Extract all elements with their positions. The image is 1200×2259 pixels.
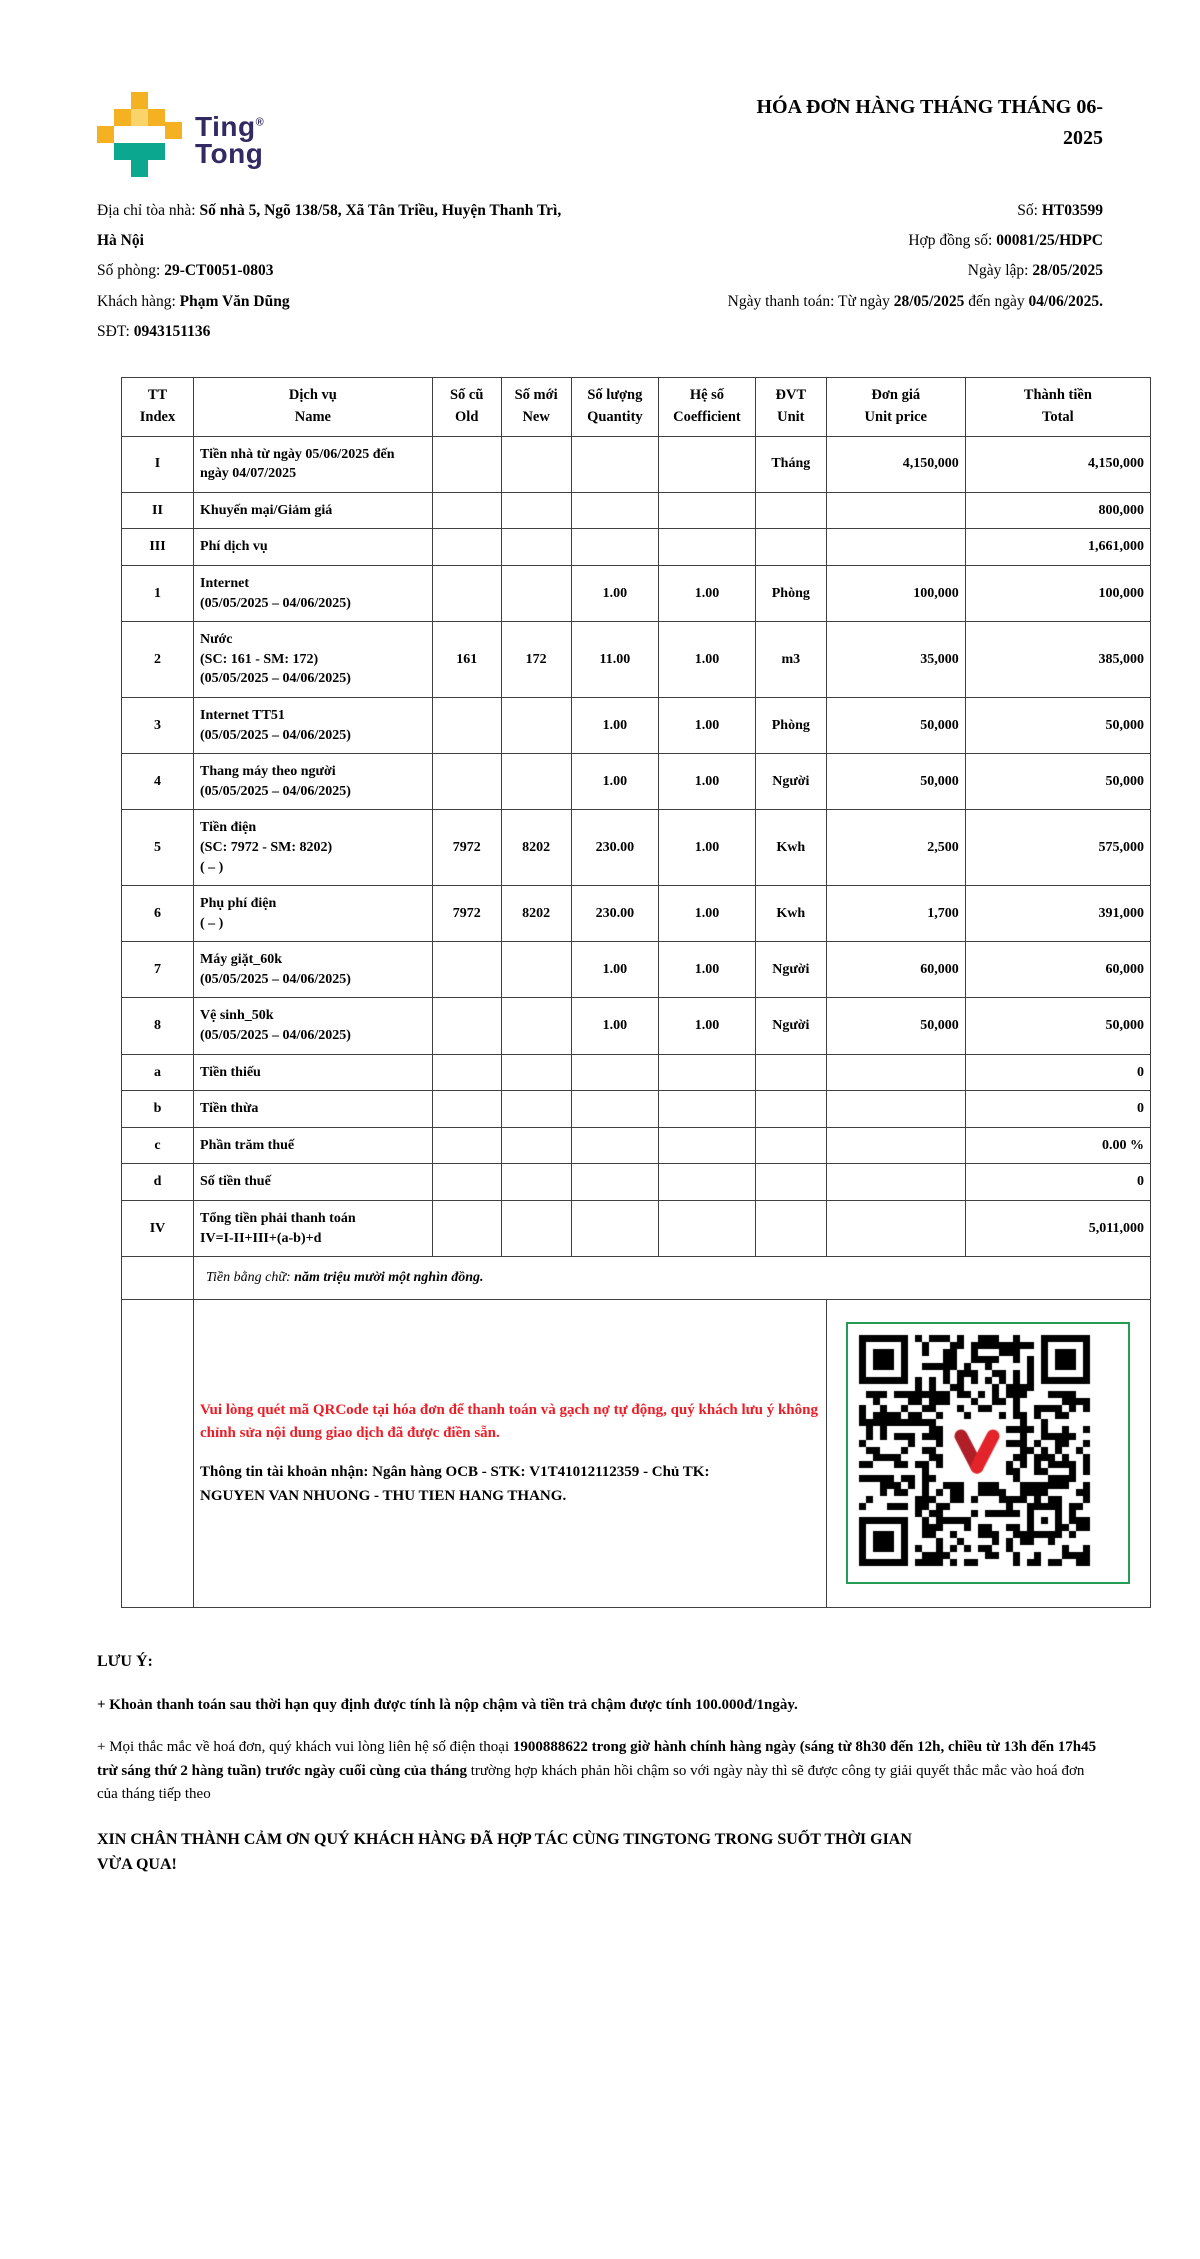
issue-date-line [583, 256, 1103, 286]
cell-unit [755, 1164, 826, 1201]
cell-qty: 11.00 [571, 622, 658, 698]
table-header-row [122, 378, 1151, 437]
cell-total: 0 [965, 1164, 1150, 1201]
cell-qty: 1.00 [571, 942, 658, 998]
cell-new [501, 1091, 571, 1128]
thanks-line1: XIN CHÂN THÀNH CẢM ƠN QUÝ KHÁCH HÀNG ĐÃ HỢP TÁC CÙNG TINGTONG TRONG SUỐT THỜI GIAN [97, 1831, 912, 1849]
col-header-unit: ĐVT Unit [755, 378, 826, 437]
cell-new [501, 565, 571, 621]
cell-total: 391,000 [965, 886, 1150, 942]
thanks-line2: VỪA QUA! [97, 1855, 177, 1873]
col-header-old: Số cũ Old [432, 378, 501, 437]
cell-total: 100,000 [965, 565, 1150, 621]
cell-idx: d [122, 1164, 194, 1201]
cell-lines: Tổng tiền phải thanh toán IV=I-II+III+(a-b)+d [194, 1201, 433, 1257]
payment-date-from: 28/05/2025 [893, 292, 965, 310]
cell-qty: 1.00 [571, 754, 658, 810]
cell-total: 60,000 [965, 942, 1150, 998]
col-header-name: Dịch vụ Name [194, 378, 433, 437]
brand-ting: Ting [195, 111, 256, 142]
address-value: Số nhà 5, Ngõ 138/58, Xã Tân Triều, Huyện Thanh Trì, Hà Nội [97, 202, 562, 250]
col-header-coefficient: Hệ số Coefficient [659, 378, 756, 437]
table-row [122, 1201, 1151, 1257]
table-row [122, 1054, 1151, 1091]
thanks-message [97, 1828, 1103, 1878]
cell-qty [571, 1201, 658, 1257]
phone-label: SĐT: [97, 322, 134, 340]
cell-old [432, 1164, 501, 1201]
cell-new [501, 1201, 571, 1257]
cell-coef [659, 492, 756, 529]
customer-label: Khách hàng: [97, 292, 180, 310]
invoice-table [121, 377, 1151, 1608]
cell-unit: Người [755, 754, 826, 810]
customer-value: Phạm Văn Dũng [179, 292, 290, 310]
table-row [122, 1164, 1151, 1201]
table-row [122, 622, 1151, 698]
qr-cell [826, 1299, 1150, 1607]
cell-coef: 1.00 [659, 998, 756, 1054]
amount-in-words-index-cell [122, 1257, 194, 1300]
col-header-new: Số mới New [501, 378, 571, 437]
cell-qty [571, 529, 658, 566]
cell-price [826, 529, 965, 566]
cell-new [501, 1164, 571, 1201]
cell-idx: 5 [122, 810, 194, 886]
cell-price: 4,150,000 [826, 436, 965, 492]
hotline-note-p3: trường hợp khách phản hồi chậm so với ngày này thì sẽ được công ty giải quyết thắc mắc vào hoá đơn của tháng tiếp theo [97, 1762, 1085, 1802]
cell-lines: Máy giặt_60k (05/05/2025 – 04/06/2025) [194, 942, 433, 998]
cell-new [501, 1127, 571, 1164]
hotline-note-p1: 1900888622 trong giờ hành chính hàng ngày (sáng từ 8h30 đến 12h, chiều từ 13h đến 17h45 trừ sáng thứ 2 hàng tuần) [97, 1739, 1097, 1779]
cell-idx: 8 [122, 998, 194, 1054]
cell-old: 7972 [432, 810, 501, 886]
contract-line [583, 226, 1103, 256]
cell-lines: Nước (SC: 161 - SM: 172) (05/05/2025 – 04/06/2025) [194, 622, 433, 698]
cell-qty: 230.00 [571, 810, 658, 886]
cell-coef: 1.00 [659, 886, 756, 942]
cell-total: 575,000 [965, 810, 1150, 886]
cell-old [432, 1054, 501, 1091]
cell-new [501, 754, 571, 810]
cell-old [432, 998, 501, 1054]
cell-price [826, 1091, 965, 1128]
phone-value: 0943151136 [133, 322, 211, 340]
cell-new [501, 998, 571, 1054]
customer-line [97, 287, 575, 317]
cell-coef [659, 1164, 756, 1201]
cell-unit [755, 1091, 826, 1128]
cell-idx: 3 [122, 697, 194, 753]
registered-mark: ® [255, 116, 265, 129]
cell-lines: Tiền thừa [194, 1091, 433, 1128]
cell-old: 161 [432, 622, 501, 698]
payment-note-cell [194, 1299, 827, 1607]
table-row [122, 1127, 1151, 1164]
cell-idx: 1 [122, 565, 194, 621]
cell-price: 2,500 [826, 810, 965, 886]
cell-new: 172 [501, 622, 571, 698]
invoice-title-line2: 2025 [1063, 127, 1103, 149]
cell-lines: Tiền nhà từ ngày 05/06/2025 đến ngày 04/07/2025 [194, 436, 433, 492]
cell-unit: Kwh [755, 886, 826, 942]
cell-total: 1,661,000 [965, 529, 1150, 566]
cell-unit: Phòng [755, 697, 826, 753]
cell-old [432, 754, 501, 810]
cell-coef: 1.00 [659, 622, 756, 698]
cell-lines: Tiền thiếu [194, 1054, 433, 1091]
cell-price: 35,000 [826, 622, 965, 698]
account-holder: NGUYEN VAN NHUONG - THU TIEN HANG THANG [200, 1487, 563, 1504]
payment-index-cell [122, 1299, 194, 1607]
invoice-info [97, 196, 1103, 347]
cell-old: 7972 [432, 886, 501, 942]
notes-title: LƯU Ý: [97, 1652, 153, 1670]
table-row [122, 697, 1151, 753]
cell-lines: Internet TT51 (05/05/2025 – 04/06/2025) [194, 697, 433, 753]
cell-qty [571, 436, 658, 492]
cell-idx: c [122, 1127, 194, 1164]
invoice-table-rows [122, 436, 1151, 1257]
table-row [122, 754, 1151, 810]
cell-unit [755, 529, 826, 566]
cell-total: 5,011,000 [965, 1201, 1150, 1257]
cell-idx: II [122, 492, 194, 529]
cell-idx: IV [122, 1201, 194, 1257]
cell-lines: Khuyến mại/Giảm giá [194, 492, 433, 529]
cell-idx: a [122, 1054, 194, 1091]
payment-date-to: 04/06/2025. [1028, 292, 1103, 310]
cell-new: 8202 [501, 886, 571, 942]
cell-qty [571, 1127, 658, 1164]
cell-lines: Phí dịch vụ [194, 529, 433, 566]
cell-lines: Tiền điện (SC: 7972 - SM: 8202) ( – ) [194, 810, 433, 886]
cell-old [432, 492, 501, 529]
brand [97, 92, 264, 178]
payment-date-mid: đến ngày [964, 292, 1029, 310]
cell-coef [659, 1091, 756, 1128]
cell-new [501, 1054, 571, 1091]
qr-code-box [846, 1322, 1130, 1584]
qr-instruction-text: Vui lòng quét mã QRCode tại hóa đơn để thanh toán và gạch nợ tự động, quý khách lưu ý không chỉnh sửa nội dung giao dịch đã được điền sẵn. [200, 1401, 818, 1442]
cell-qty: 1.00 [571, 697, 658, 753]
phone-line [97, 317, 575, 347]
room-value: 29-CT0051-0803 [164, 262, 274, 280]
table-row [122, 565, 1151, 621]
cell-new: 8202 [501, 810, 571, 886]
cell-coef [659, 436, 756, 492]
cell-idx: 7 [122, 942, 194, 998]
cell-total: 0.00 % [965, 1127, 1150, 1164]
amount-in-words-value: năm triệu mười một nghìn đồng. [294, 1270, 484, 1286]
cell-coef [659, 529, 756, 566]
cell-coef: 1.00 [659, 754, 756, 810]
cell-old [432, 436, 501, 492]
cell-old [432, 697, 501, 753]
cell-old [432, 942, 501, 998]
table-row [122, 529, 1151, 566]
cell-unit: Người [755, 998, 826, 1054]
invoice-number-value: HT03599 [1041, 202, 1103, 219]
cell-unit [755, 492, 826, 529]
cell-idx: III [122, 529, 194, 566]
account-label: Thông tin tài khoản nhận: Ngân hàng OCB - STK: [200, 1464, 530, 1481]
cell-qty [571, 1054, 658, 1091]
cell-coef: 1.00 [659, 697, 756, 753]
cell-old [432, 565, 501, 621]
cell-old [432, 1201, 501, 1257]
invoice-number-line [583, 196, 1103, 226]
cell-unit: m3 [755, 622, 826, 698]
cell-total: 385,000 [965, 622, 1150, 698]
cell-qty [571, 1164, 658, 1201]
cell-price [826, 1054, 965, 1091]
address-line [97, 196, 575, 256]
cell-coef: 1.00 [659, 942, 756, 998]
contract-value: 00081/25/HDPC [996, 232, 1103, 250]
payment-date-label: Ngày thanh toán: Từ ngày [727, 292, 894, 310]
account-end: . [562, 1487, 567, 1504]
cell-lines: Internet (05/05/2025 – 04/06/2025) [194, 565, 433, 621]
cell-unit [755, 1201, 826, 1257]
hotline-note [97, 1736, 1103, 1806]
cell-lines: Phần trăm thuế [194, 1127, 433, 1164]
issue-date-label: Ngày lập: [967, 262, 1033, 280]
cell-new [501, 492, 571, 529]
qr-code [857, 1333, 1097, 1573]
payment-row [122, 1299, 1151, 1607]
room-line [97, 256, 575, 286]
cell-unit: Phòng [755, 565, 826, 621]
invoice-info-left [97, 196, 575, 347]
cell-qty [571, 492, 658, 529]
hotline-note-p0: + Mọi thắc mắc về hoá đơn, quý khách vui lòng liên hệ số điện thoại [97, 1739, 513, 1756]
cell-idx: b [122, 1091, 194, 1128]
cell-price: 100,000 [826, 565, 965, 621]
invoice-info-right [583, 196, 1103, 347]
amount-in-words-cell [194, 1257, 1151, 1300]
cell-price [826, 1127, 965, 1164]
cell-old [432, 1127, 501, 1164]
cell-total: 50,000 [965, 998, 1150, 1054]
page-header [97, 92, 1103, 178]
cell-old [432, 529, 501, 566]
cell-price [826, 492, 965, 529]
table-row [122, 436, 1151, 492]
cell-qty: 1.00 [571, 998, 658, 1054]
col-header-index: TT Index [122, 378, 194, 437]
col-header-quantity: Số lượng Quantity [571, 378, 658, 437]
cell-idx: 4 [122, 754, 194, 810]
cell-price: 1,700 [826, 886, 965, 942]
col-header-total: Thành tiền Total [965, 378, 1150, 437]
cell-coef [659, 1127, 756, 1164]
address-label: Địa chỉ tòa nhà: [97, 202, 200, 219]
cell-idx: I [122, 436, 194, 492]
table-row [122, 998, 1151, 1054]
cell-unit [755, 1054, 826, 1091]
cell-price: 60,000 [826, 942, 965, 998]
cell-coef [659, 1054, 756, 1091]
cell-lines: Thang máy theo người (05/05/2025 – 04/06/2025) [194, 754, 433, 810]
account-info [200, 1461, 820, 1508]
cell-new [501, 697, 571, 753]
contract-label: Hợp đồng số: [908, 232, 997, 250]
cell-coef [659, 1201, 756, 1257]
cell-price: 50,000 [826, 754, 965, 810]
invoice-number-label: Số: [1017, 202, 1042, 219]
cell-price: 50,000 [826, 998, 965, 1054]
cell-new [501, 529, 571, 566]
cell-unit: Người [755, 942, 826, 998]
invoice-footer [97, 1650, 1103, 1878]
cell-total: 0 [965, 1054, 1150, 1091]
cell-old [432, 1091, 501, 1128]
cell-total: 0 [965, 1091, 1150, 1128]
cell-unit [755, 1127, 826, 1164]
hotline-note-p2: trước ngày cuối cùng của tháng [261, 1762, 471, 1779]
cell-qty: 1.00 [571, 565, 658, 621]
payment-date-line [583, 287, 1103, 317]
cell-coef: 1.00 [659, 565, 756, 621]
cell-qty: 230.00 [571, 886, 658, 942]
cell-price [826, 1164, 965, 1201]
invoice-title-line1: HÓA ĐƠN HÀNG THÁNG THÁNG 06- [756, 96, 1103, 118]
amount-in-words-label: Tiền bằng chữ: [206, 1270, 295, 1286]
table-row [122, 1091, 1151, 1128]
amount-in-words-row [122, 1257, 1151, 1300]
cell-price [826, 1201, 965, 1257]
room-label: Số phòng: [97, 262, 165, 280]
cell-lines: Vệ sinh_50k (05/05/2025 – 04/06/2025) [194, 998, 433, 1054]
table-row [122, 810, 1151, 886]
cell-total: 50,000 [965, 697, 1150, 753]
cell-lines: Số tiền thuế [194, 1164, 433, 1201]
cell-price: 50,000 [826, 697, 965, 753]
cell-new [501, 942, 571, 998]
cell-qty [571, 1091, 658, 1128]
invoice-title [543, 92, 1103, 154]
brand-name [195, 111, 265, 169]
table-row [122, 886, 1151, 942]
tingtong-logo-icon [97, 92, 183, 178]
cell-total: 4,150,000 [965, 436, 1150, 492]
table-row [122, 942, 1151, 998]
table-row [122, 492, 1151, 529]
cell-total: 50,000 [965, 754, 1150, 810]
cell-new [501, 436, 571, 492]
col-header-unit-price: Đơn giá Unit price [826, 378, 965, 437]
brand-tong: Tong [195, 137, 264, 169]
cell-coef: 1.00 [659, 810, 756, 886]
cell-idx: 6 [122, 886, 194, 942]
late-payment-note: + Khoản thanh toán sau thời hạn quy định được tính là nộp chậm và tiền trả chậm được tính 100.000đ/1ngày. [97, 1696, 798, 1713]
cell-idx: 2 [122, 622, 194, 698]
cell-unit: Kwh [755, 810, 826, 886]
cell-unit: Tháng [755, 436, 826, 492]
cell-lines: Phụ phí điện ( – ) [194, 886, 433, 942]
issue-date-value: 28/05/2025 [1032, 262, 1103, 280]
account-number: V1T41012112359 [529, 1464, 640, 1481]
cell-total: 800,000 [965, 492, 1150, 529]
account-mid: - Chủ TK: [639, 1464, 710, 1481]
